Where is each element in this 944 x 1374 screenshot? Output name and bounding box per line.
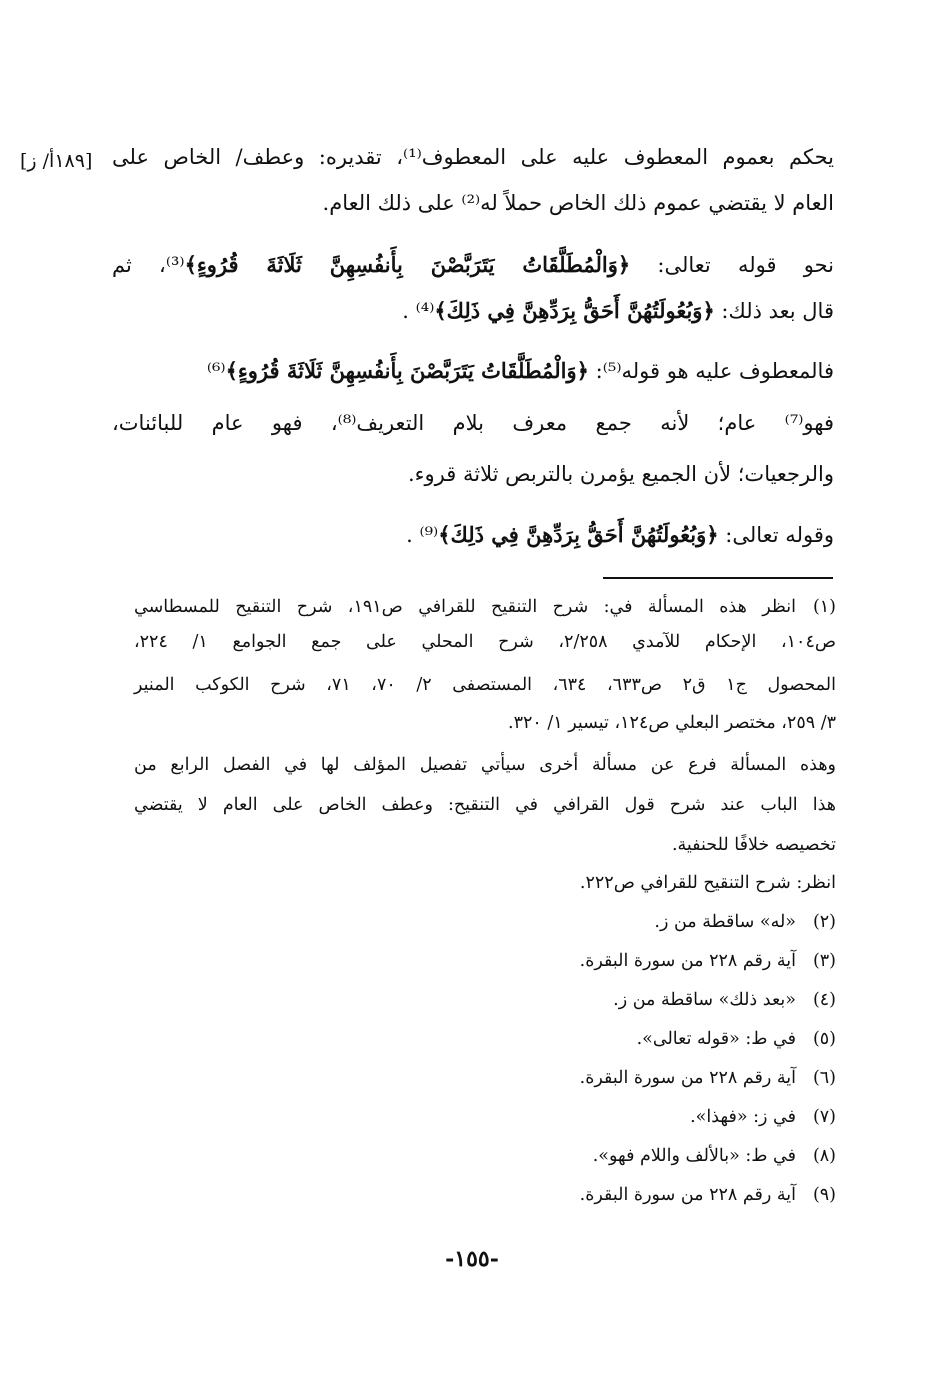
footnote-4-number: (٤) <box>812 990 836 1010</box>
footnote-8-number: (٨) <box>812 1146 836 1166</box>
footnote-separator <box>603 577 833 579</box>
footnote-1-line-2: ص١٠٤، الإحكام للآمدي ٢/٢٥٨، شرح المحلي على جمع الجوامع ١/ ٢٢٤، <box>134 632 837 652</box>
footnote-3-number: (٣) <box>812 951 836 971</box>
footnote-7: في ز: «فهذا». <box>690 1107 796 1127</box>
main-text-line-1: يحكم بعموم المعطوف عليه على المعطوف⁽¹⁾، تقديره: وعطف/ الخاص على <box>112 145 834 169</box>
footnote-7-number: (٧) <box>812 1107 836 1127</box>
footnote-5-number: (٥) <box>812 1029 836 1049</box>
footnote-1-line-5: وهذه المسألة فرع عن مسألة أخرى سيأتي تفصيل المؤلف لها في الفصل الرابع من <box>134 755 836 775</box>
footnote-2-number: (٢) <box>812 912 836 932</box>
quran-verse-2: ﴿وَبُعُولَتُهُنَّ أَحَقُّ بِرَدِّهِنَّ فِي ذَلِكَ﴾ <box>434 298 715 323</box>
footnote-2: «له» ساقطة من ز. <box>654 912 796 932</box>
main-text-line-2: العام لا يقتضي عموم ذلك الخاص حملاً له⁽²⁾ على ذلك العام. <box>322 191 834 215</box>
footnote-1-line-6: هذا الباب عند شرح قول القرافي في التنقيح: وعطف الخاص على العام لا يقتضي <box>134 795 836 815</box>
main-text-line-8-suffix: ⁽⁹⁾ . <box>406 523 439 547</box>
main-text-line-5-prefix: فالمعطوف عليه هو قوله⁽⁵⁾: <box>588 359 834 383</box>
main-text-line-5 <box>207 356 834 386</box>
footnote-9-number: (٩) <box>812 1185 836 1205</box>
footnote-1-line-4: ٣/ ٢٥٩، مختصر البعلي ص١٢٤، تيسير ١/ ٣٢٠. <box>508 713 836 733</box>
main-text-line-4 <box>402 296 834 326</box>
page-number: -١٥٥- <box>445 1246 499 1272</box>
main-text-line-4-prefix: قال بعد ذلك: <box>714 299 834 323</box>
manuscript-folio-note: [١٨٩أ/ ز] <box>20 150 93 172</box>
footnote-3: آية رقم ٢٢٨ من سورة البقرة. <box>579 951 796 971</box>
footnote-1-line-8: انظر: شرح التنقيح للقرافي ص٢٢٢. <box>579 873 836 893</box>
main-text-line-3 <box>112 250 834 280</box>
main-text-line-8-prefix: وقوله تعالى: <box>718 523 834 547</box>
footnote-9: آية رقم ٢٢٨ من سورة البقرة. <box>579 1185 796 1205</box>
quran-verse-4: ﴿وَبُعُولَتُهُنَّ أَحَقُّ بِرَدِّهِنَّ فِي ذَلِكَ﴾ <box>438 522 719 547</box>
main-text-line-7: والرجعيات؛ لأن الجميع يؤمرن بالتربص ثلاثة قروء. <box>407 462 834 486</box>
main-text-line-3-suffix: ⁽³⁾، ثم <box>112 253 185 277</box>
main-text-line-3-prefix: نحو قوله تعالى: <box>630 253 834 277</box>
quran-verse-1: ﴿وَالْمُطَلَّقَاتُ يَتَرَبَّصْنَ بِأَنفُسِهِنَّ ثَلَاثَةَ قُرُوءٍ﴾ <box>184 252 631 277</box>
footnote-6: آية رقم ٢٢٨ من سورة البقرة. <box>579 1068 796 1088</box>
footnote-5: في ط: «قوله تعالى». <box>636 1029 796 1049</box>
quran-verse-3: ﴿وَالْمُطَلَّقَاتُ يَتَرَبَّصْنَ بِأَنفُسِهِنَّ ثَلَاثَةَ قُرُوءٍ﴾ <box>225 358 589 383</box>
footnote-6-number: (٦) <box>812 1068 836 1088</box>
footnote-1-line-7: تخصيصه خلافًا للحنفية. <box>671 835 836 855</box>
footnote-1-line-3: المحصول ج١ ق٢ ص٦٣٣، ٦٣٤، المستصفى ٢/ ٧٠، ٧١، شرح الكوكب المنير <box>134 675 836 695</box>
footnote-4: «بعد ذلك» ساقطة من ز. <box>613 990 796 1010</box>
main-text-line-5-suffix: ⁽⁶⁾ <box>206 359 226 383</box>
main-text-line-6: فهو⁽⁷⁾ عام؛ لأنه جمع معرف بلام التعريف⁽⁸⁾، فهو عام للبائنات، <box>112 411 834 435</box>
footnote-8: في ط: «بالألف واللام فهو». <box>592 1146 796 1166</box>
footnote-1-line-1: انظر هذه المسألة في: شرح التنقيح للقرافي ص١٩١، شرح التنقيح للمسطاسي <box>134 597 796 617</box>
footnote-1-number: (١) <box>812 597 836 617</box>
main-text-line-8 <box>406 520 834 550</box>
main-text-line-4-suffix: ⁽⁴⁾ . <box>402 299 435 323</box>
